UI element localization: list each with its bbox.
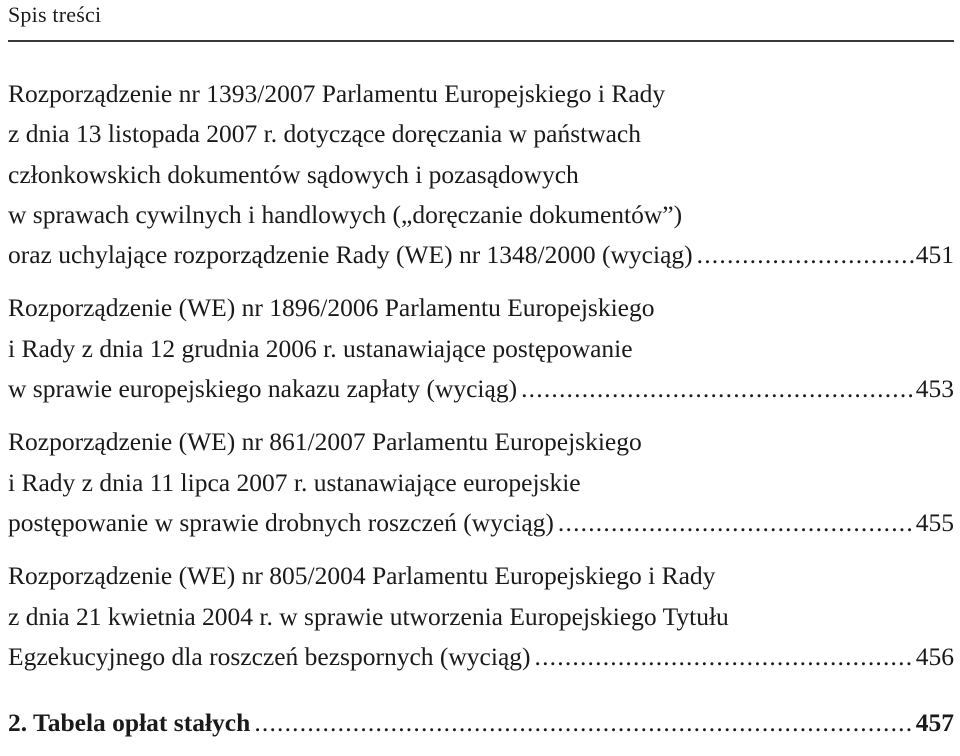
- page-number: 453: [915, 374, 954, 404]
- toc-entry-last-line: [8, 369, 954, 409]
- dot-leader: [697, 235, 914, 275]
- toc-entry-line: Rozporządzenie (WE) nr 861/2007 Parlamentu Europejskiego: [8, 427, 642, 457]
- page-number: 455: [915, 507, 954, 537]
- page-header: [8, 0, 954, 42]
- table-of-contents: [8, 74, 954, 756]
- toc-entry-line: Rozporządzenie (WE) nr 805/2004 Parlamentu Europejskiego i Rady: [8, 561, 716, 591]
- dot-leader: [535, 637, 914, 677]
- toc-entry-last-line: [8, 235, 954, 275]
- page-number: 457: [915, 708, 954, 738]
- toc-entry-line: w sprawach cywilnych i handlowych („doręczanie dokumentów”): [8, 199, 683, 229]
- toc-entry-line: i Rady z dnia 12 grudnia 2006 r. ustanawiające postępowanie: [8, 333, 633, 363]
- toc-entry-line: w sprawie europejskiego nakazu zapłaty (wyciąg): [8, 374, 518, 404]
- toc-section-457[interactable]: [8, 703, 954, 743]
- toc-entry-line: oraz uchylające rozporządzenie Rady (WE) nr 1348/2000 (wyciąg): [8, 240, 693, 270]
- toc-entry-line: Egzekucyjnego dla roszczeń bezspornych (wyciąg): [8, 641, 531, 671]
- toc-entry-last-line: [8, 503, 954, 543]
- toc-entry-line: i Rady z dnia 11 lipca 2007 r. ustanawiające europejskie: [8, 467, 581, 497]
- toc-entry-line: z dnia 21 kwietnia 2004 r. w sprawie utworzenia Europejskiego Tytułu: [8, 601, 729, 631]
- dot-leader: [558, 503, 914, 543]
- page-number: 451: [915, 240, 954, 270]
- toc-entry-451[interactable]: [8, 74, 954, 275]
- toc-entry-453[interactable]: [8, 288, 954, 409]
- toc-entry-456[interactable]: [8, 556, 954, 677]
- toc-entry-line: postępowanie w sprawie drobnych roszczeń (wyciąg): [8, 507, 554, 537]
- section-title: 2. Tabela opłat stałych: [8, 708, 251, 738]
- toc-entry-line: z dnia 13 listopada 2007 r. dotyczące doręczania w państwach: [8, 119, 642, 149]
- toc-section-line: [8, 703, 954, 743]
- dot-leader: [521, 369, 914, 409]
- toc-entry-last-line: [8, 637, 954, 677]
- toc-entry-455[interactable]: [8, 422, 954, 543]
- page-title: Spis treści: [8, 2, 102, 27]
- page-number: 456: [915, 641, 954, 671]
- dot-leader: [254, 703, 913, 743]
- toc-entry-line: członkowskich dokumentów sądowych i pozasądowych: [8, 159, 579, 189]
- toc-entry-line: Rozporządzenie nr 1393/2007 Parlamentu Europejskiego i Rady: [8, 79, 666, 108]
- toc-entry-line: Rozporządzenie (WE) nr 1896/2006 Parlamentu Europejskiego: [8, 293, 655, 323]
